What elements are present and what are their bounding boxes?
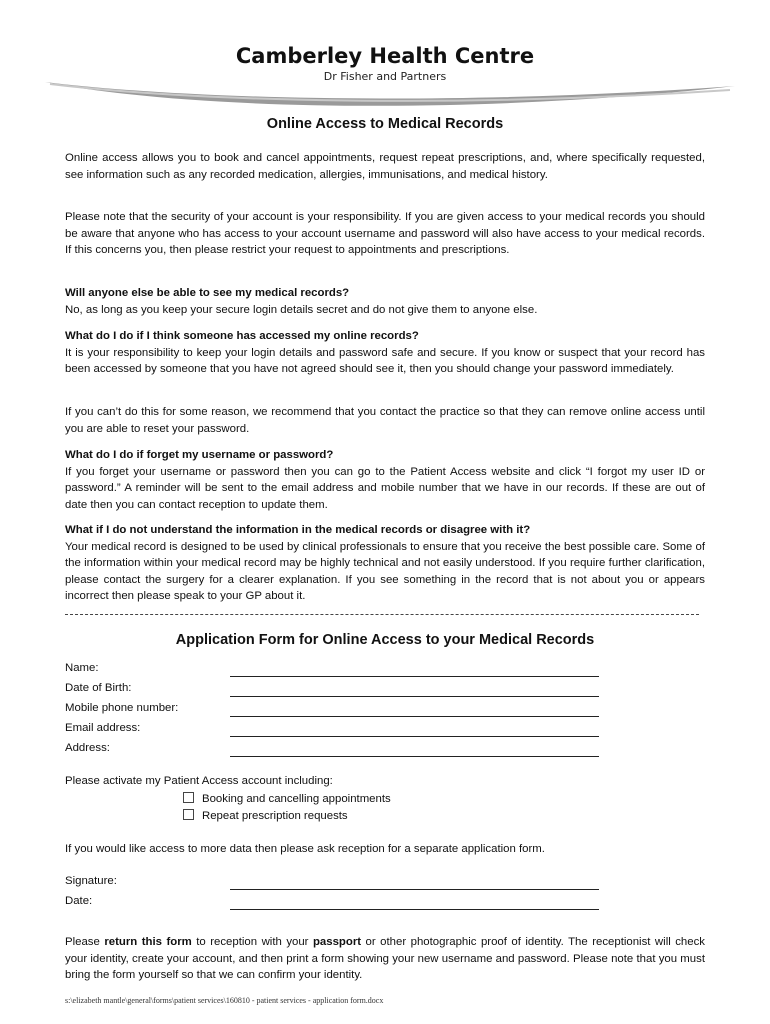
faq-2-continued: If you can’t do this for some reason, we recommend that you contact the practice so that they can remove online access until you are able to reset your password. (65, 406, 705, 435)
name-label: Name: (65, 662, 99, 674)
dob-field[interactable] (230, 684, 599, 697)
faq-answer: It is your responsibility to keep your login details and password safe and secure. If you know or suspect that your record has been accessed by someone that you have not agreed should see it, then you should change your password immediately. (65, 346, 705, 375)
checkbox-prescriptions[interactable] (183, 809, 194, 820)
closing-paragraph: Please return this form to reception with your passport or other photographic proof of identity. The receptionist will check your identity, create your account, and then print a form showing your new username and password. Please note that you must bring the form yourself so that we can confirm your identity. (65, 936, 705, 981)
form-title: Application Form for Online Access to your Medical Records (175, 632, 595, 648)
section-divider (65, 614, 699, 615)
intro-paragraph-2: Please note that the security of your account is your responsibility. If you are given access to your medical records you should be aware that anyone who has access to your account username and password will also have access to your medical records. If this concerns you, then please restrict your request to appointments and prescriptions. (65, 211, 705, 256)
faq-3 (65, 447, 705, 513)
faq-question: What do I do if I think someone has accessed my online records? (65, 330, 419, 342)
faq-question: What do I do if forget my username or password? (65, 449, 334, 461)
email-label: Email address: (65, 722, 141, 734)
email-field[interactable] (230, 724, 599, 737)
header-swoosh-decoration (40, 72, 740, 122)
option-prescriptions[interactable] (183, 809, 348, 822)
name-field[interactable] (230, 664, 599, 677)
faq-1 (65, 285, 705, 318)
faq-question: Will anyone else be able to see my medical records? (65, 287, 350, 299)
faq-4 (65, 522, 705, 605)
mobile-label: Mobile phone number: (65, 702, 179, 714)
option-prescriptions-label: Repeat prescription requests (202, 810, 348, 822)
address-label: Address: (65, 742, 110, 754)
document-title: Online Access to Medical Records (266, 116, 504, 132)
signature-field[interactable] (230, 877, 599, 890)
activate-label: Please activate my Patient Access account including: (65, 775, 333, 787)
mobile-field[interactable] (230, 704, 599, 717)
option-booking[interactable] (183, 792, 391, 805)
signature-label: Signature: (65, 875, 117, 887)
faq-answer: No, as long as you keep your secure login details secret and do not give them to anyone else. (65, 303, 538, 316)
date-label: Date: (65, 895, 93, 907)
option-booking-label: Booking and cancelling appointments (202, 793, 391, 805)
address-field[interactable] (230, 744, 599, 757)
date-field[interactable] (230, 897, 599, 910)
checkbox-booking[interactable] (183, 792, 194, 803)
intro-paragraph-1: Online access allows you to book and cancel appointments, request repeat prescriptions, and, where specifically requested, see information such as any recorded medication, allergies, immunisations, and medical history. (65, 152, 705, 181)
faq-question: What if I do not understand the information in the medical records or disagree with it? (65, 524, 531, 536)
faq-answer: Your medical record is designed to be used by clinical professionals to ensure that you receive the best possible care. Some of the information within your medical record may be highly technical and not easily understood. If you require further clarification, please contact the surgery for a clearer explanation. If you see something in the record that is not about you or appears incorrect then please speak to your GP about it. (65, 540, 705, 602)
file-path-footer: s:\elizabeth mantle\general\forms\patient services\160810 - patient services - application form.docx (65, 996, 384, 1005)
faq-answer: If you forget your username or password then you can go to the Patient Access website and click “I forgot my user ID or password.” A reminder will be sent to the email address and mobile number that we have in our records. If these are out of date then you can contact reception to update them. (65, 465, 705, 511)
practice-subtitle: Dr Fisher and Partners (323, 70, 447, 83)
practice-name: Camberley Health Centre (235, 44, 535, 68)
dob-label: Date of Birth: (65, 682, 132, 694)
more-data-note: If you would like access to more data then please ask reception for a separate application form. (65, 843, 545, 855)
faq-2 (65, 328, 705, 378)
